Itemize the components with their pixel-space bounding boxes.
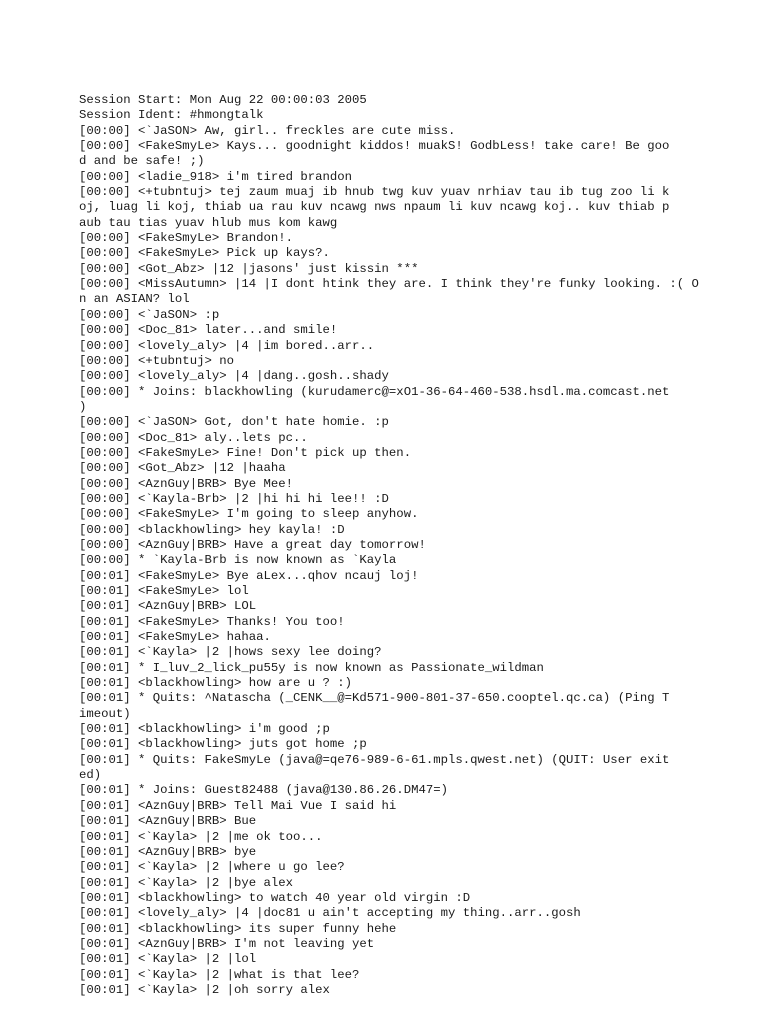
log-line: [00:01] <blackhowling> its super funny hehe xyxy=(79,921,397,936)
log-line: ) xyxy=(79,399,87,414)
log-line: aub tau tias yuav hlub mus kom kawg xyxy=(79,215,338,230)
log-line: [00:00] <`JaSON> Got, don't hate homie. :p xyxy=(79,415,389,430)
log-line: n an ASIAN? lol xyxy=(79,292,190,307)
log-line: ed) xyxy=(79,768,102,783)
log-line: [00:01] <AznGuy|BRB> Tell Mai Vue I said hi xyxy=(79,798,397,813)
log-line: imeout) xyxy=(79,706,131,721)
log-line: [00:00] <MissAutumn> |14 |I dont htink they are. I think they're funky looking. :( O xyxy=(79,277,699,292)
log-line: [00:00] <Got_Abz> |12 |haaha xyxy=(79,461,286,476)
chat-log-page xyxy=(79,93,719,998)
log-line: [00:00] * Joins: blackhowling (kurudamerc@=xO1-36-64-460-538.hsdl.ma.comcast.net xyxy=(79,384,670,399)
log-line: oj, luag li koj, thiab ua rau kuv ncawg nws npaum li kuv ncawg koj.. kuv thiab p xyxy=(79,200,670,215)
log-line: [00:00] <AznGuy|BRB> Bye Mee! xyxy=(79,476,294,491)
log-line: [00:01] <AznGuy|BRB> I'm not leaving yet xyxy=(79,936,375,951)
log-line: [00:00] <`Kayla-Brb> |2 |hi hi hi lee!! :D xyxy=(79,491,389,506)
log-line: [00:00] <+tubntuj> no xyxy=(79,353,234,368)
log-line: [00:00] <Got_Abz> |12 |jasons' just kissin *** xyxy=(79,261,419,276)
log-line: [00:01] * Quits: FakeSmyLe (java@=qe76-989-6-61.mpls.qwest.net) (QUIT: User exit xyxy=(79,752,670,767)
log-line: [00:00] <`JaSON> Aw, girl.. freckles are cute miss. xyxy=(79,123,456,138)
log-line: [00:00] <lovely_aly> |4 |im bored..arr.. xyxy=(79,338,375,353)
log-line: Session Ident: #hmongtalk xyxy=(79,108,264,123)
log-line: [00:01] <`Kayla> |2 |me ok too... xyxy=(79,829,323,844)
log-line: [00:00] <FakeSmyLe> Fine! Don't pick up then. xyxy=(79,445,412,460)
log-line: [00:01] <blackhowling> juts got home ;p xyxy=(79,737,367,752)
log-line: [00:01] <AznGuy|BRB> LOL xyxy=(79,599,257,614)
log-line: [00:01] <`Kayla> |2 |hows sexy lee doing? xyxy=(79,645,382,660)
log-line: [00:01] <`Kayla> |2 |what is that lee? xyxy=(79,967,360,982)
log-line: [00:01] <`Kayla> |2 |where u go lee? xyxy=(79,860,345,875)
log-line: [00:01] <blackhowling> how are u ? :) xyxy=(79,676,353,691)
log-line: [00:01] <`Kayla> |2 |bye alex xyxy=(79,875,294,890)
log-line: [00:01] * Quits: ^Natascha (_CENK__@=Kd571-900-801-37-650.cooptel.qc.ca) (Ping T xyxy=(79,691,670,706)
log-line: d and be safe! ;) xyxy=(79,154,205,169)
log-line: [00:00] <Doc_81> later...and smile! xyxy=(79,323,338,338)
log-line: Session Start: Mon Aug 22 00:00:03 2005 xyxy=(79,93,367,107)
log-line: [00:00] <`JaSON> :p xyxy=(79,307,220,322)
log-line: [00:00] <FakeSmyLe> I'm going to sleep anyhow. xyxy=(79,507,419,522)
log-line: [00:01] <blackhowling> i'm good ;p xyxy=(79,722,330,737)
log-line: [00:00] <Doc_81> aly..lets pc.. xyxy=(79,430,308,445)
log-line: [00:00] <+tubntuj> tej zaum muaj ib hnub twg kuv yuav nrhiav tau ib tug zoo li k xyxy=(79,185,670,200)
log-line: [00:00] <blackhowling> hey kayla! :D xyxy=(79,522,345,537)
log-line: [00:01] <`Kayla> |2 |oh sorry alex xyxy=(79,982,330,997)
log-line: [00:00] <AznGuy|BRB> Have a great day tomorrow! xyxy=(79,537,426,552)
log-line: [00:01] <FakeSmyLe> hahaa. xyxy=(79,630,271,645)
log-line: [00:01] <AznGuy|BRB> bye xyxy=(79,844,257,859)
log-line: [00:00] <FakeSmyLe> Kays... goodnight kiddos! muakS! GodbLess! take care! Be goo xyxy=(79,139,670,154)
log-line: [00:01] <FakeSmyLe> lol xyxy=(79,584,249,598)
log-line: [00:01] * Joins: Guest82488 (java@130.86.26.DM47=) xyxy=(79,783,448,798)
log-line: [00:01] <`Kayla> |2 |lol xyxy=(79,952,257,967)
log-line: [00:01] <blackhowling> to watch 40 year old virgin :D xyxy=(79,890,471,905)
log-line: [00:00] <FakeSmyLe> Brandon!. xyxy=(79,231,294,246)
log-line: [00:01] <FakeSmyLe> Bye aLex...qhov ncauj loj! xyxy=(79,568,419,583)
log-line: [00:01] <FakeSmyLe> Thanks! You too! xyxy=(79,614,345,629)
log-line: [00:00] <FakeSmyLe> Pick up kays?. xyxy=(79,246,330,261)
log-line: [00:01] * I_luv_2_lick_pu55y is now known as Passionate_wildman xyxy=(79,660,544,675)
log-line: [00:01] <lovely_aly> |4 |doc81 u ain't accepting my thing..arr..gosh xyxy=(79,906,581,921)
log-line: [00:00] <ladie_918> i'm tired brandon xyxy=(79,169,353,184)
log-line: [00:00] * `Kayla-Brb is now known as `Kayla xyxy=(79,553,397,568)
log-line: [00:00] <lovely_aly> |4 |dang..gosh..shady xyxy=(79,369,389,384)
log-line: [00:01] <AznGuy|BRB> Bue xyxy=(79,814,257,829)
